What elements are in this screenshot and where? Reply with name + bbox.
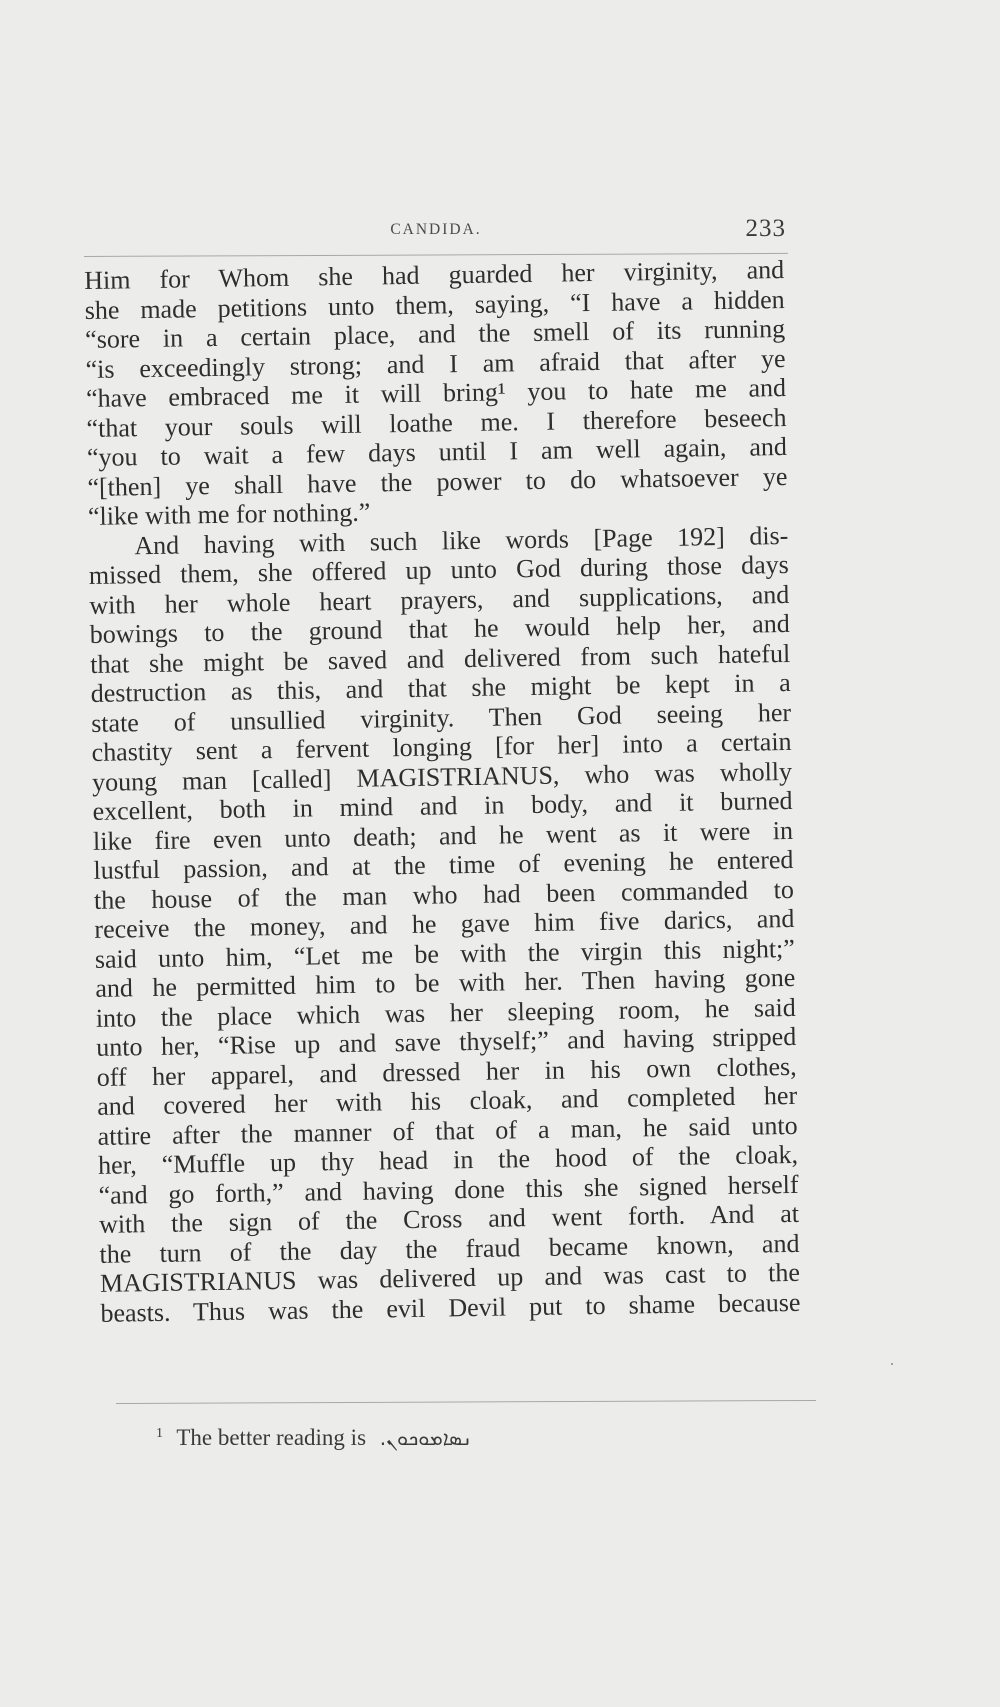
page-header — [86, 215, 786, 249]
text-line: with her whole heart prayers, and supplications, and — [89, 579, 790, 620]
text-line: lustful passion, and at the time of evening he entered — [93, 844, 794, 885]
text-line: bowings to the ground that he would help her, and — [89, 608, 790, 649]
text-line: destruction as this, and that she might be kept in a — [90, 667, 791, 708]
text-line: her, “Muffle up thy head in the hood of the cloak, — [97, 1139, 799, 1180]
text-line: like fire even unto death; and he went as it were in — [92, 815, 794, 856]
text-line: she made petitions unto them, saying, “I have a hidden — [84, 284, 785, 325]
text-line: young man [called] MAGISTRIANUS, who was wholly — [91, 756, 793, 797]
footnote — [156, 1425, 472, 1451]
page-number: 233 — [745, 215, 786, 242]
text-line: the turn of the day the fraud became known, and — [99, 1228, 800, 1269]
text-line: off her apparel, and dressed her in his own clothes, — [96, 1051, 797, 1092]
text-line: chastity sent a fervent longing [for her] into a certain — [91, 726, 792, 767]
body-text — [84, 255, 831, 1328]
text-line: “that your souls will loathe me. I therefore beseech — [86, 402, 787, 443]
paper-speck — [891, 1363, 893, 1365]
footnote-rule — [116, 1400, 816, 1404]
text-line: MAGISTRIANUS was delivered up and was cast to the — [99, 1257, 801, 1298]
running-title: CANDIDA. — [390, 221, 482, 238]
text-line: unto her, “Rise up and save thyself;” and having stripped — [96, 1021, 797, 1062]
text-line: state of unsullied virginity. Then God seeing her — [90, 697, 792, 738]
text-line: the house of the man who had been commanded to — [93, 874, 795, 915]
text-line: “is exceedingly strong; and I am afraid that after ye — [85, 343, 786, 384]
text-line: beasts. Thus was the evil Devil put to shame because — [100, 1287, 801, 1328]
text-line: said unto him, “Let me be with the virgin this night;” — [94, 933, 796, 974]
text-line: “[then] ye shall have the power to do whatsoever ye — [87, 461, 788, 502]
footnote-marker: 1 — [156, 1426, 163, 1441]
text-line: Him for Whom she had guarded her virginity, and — [84, 255, 785, 295]
footnote-text: The better reading is — [176, 1425, 367, 1450]
text-line: attire after the manner of that of a man, he said unto — [97, 1110, 798, 1151]
text-line: and covered her with his cloak, and completed her — [96, 1080, 798, 1121]
text-line: that she might be saved and delivered from such hateful — [90, 638, 791, 679]
footnote-syriac-word: ܢܣܐܡܘܟܘܢ. — [379, 1426, 472, 1450]
text-line: excellent, both in mind and in body, and it burned — [92, 785, 793, 826]
text-line: and he permitted him to be with her. Then having gone — [95, 962, 796, 1003]
text-line: “have embraced me it will bring¹ you to hate me and — [85, 372, 787, 413]
paragraph-start-line: And having with such like words [Page 192] dis- — [134, 520, 789, 560]
text-line: missed them, she offered up unto God during those days — [88, 549, 790, 590]
text-line: “sore in a certain place, and the smell of its running — [84, 313, 786, 354]
text-line: “and go forth,” and having done this she signed herself — [98, 1169, 799, 1210]
text-line: “like with me for nothing.” — [87, 497, 371, 531]
text-line: with the sign of the Cross and went forth. And at — [98, 1198, 800, 1239]
text-line: into the place which was her sleeping room, he said — [95, 992, 796, 1033]
text-line: “you to wait a few days until I am well again, and — [86, 431, 788, 472]
text-line: receive the money, and he gave him five darics, and — [94, 903, 795, 944]
